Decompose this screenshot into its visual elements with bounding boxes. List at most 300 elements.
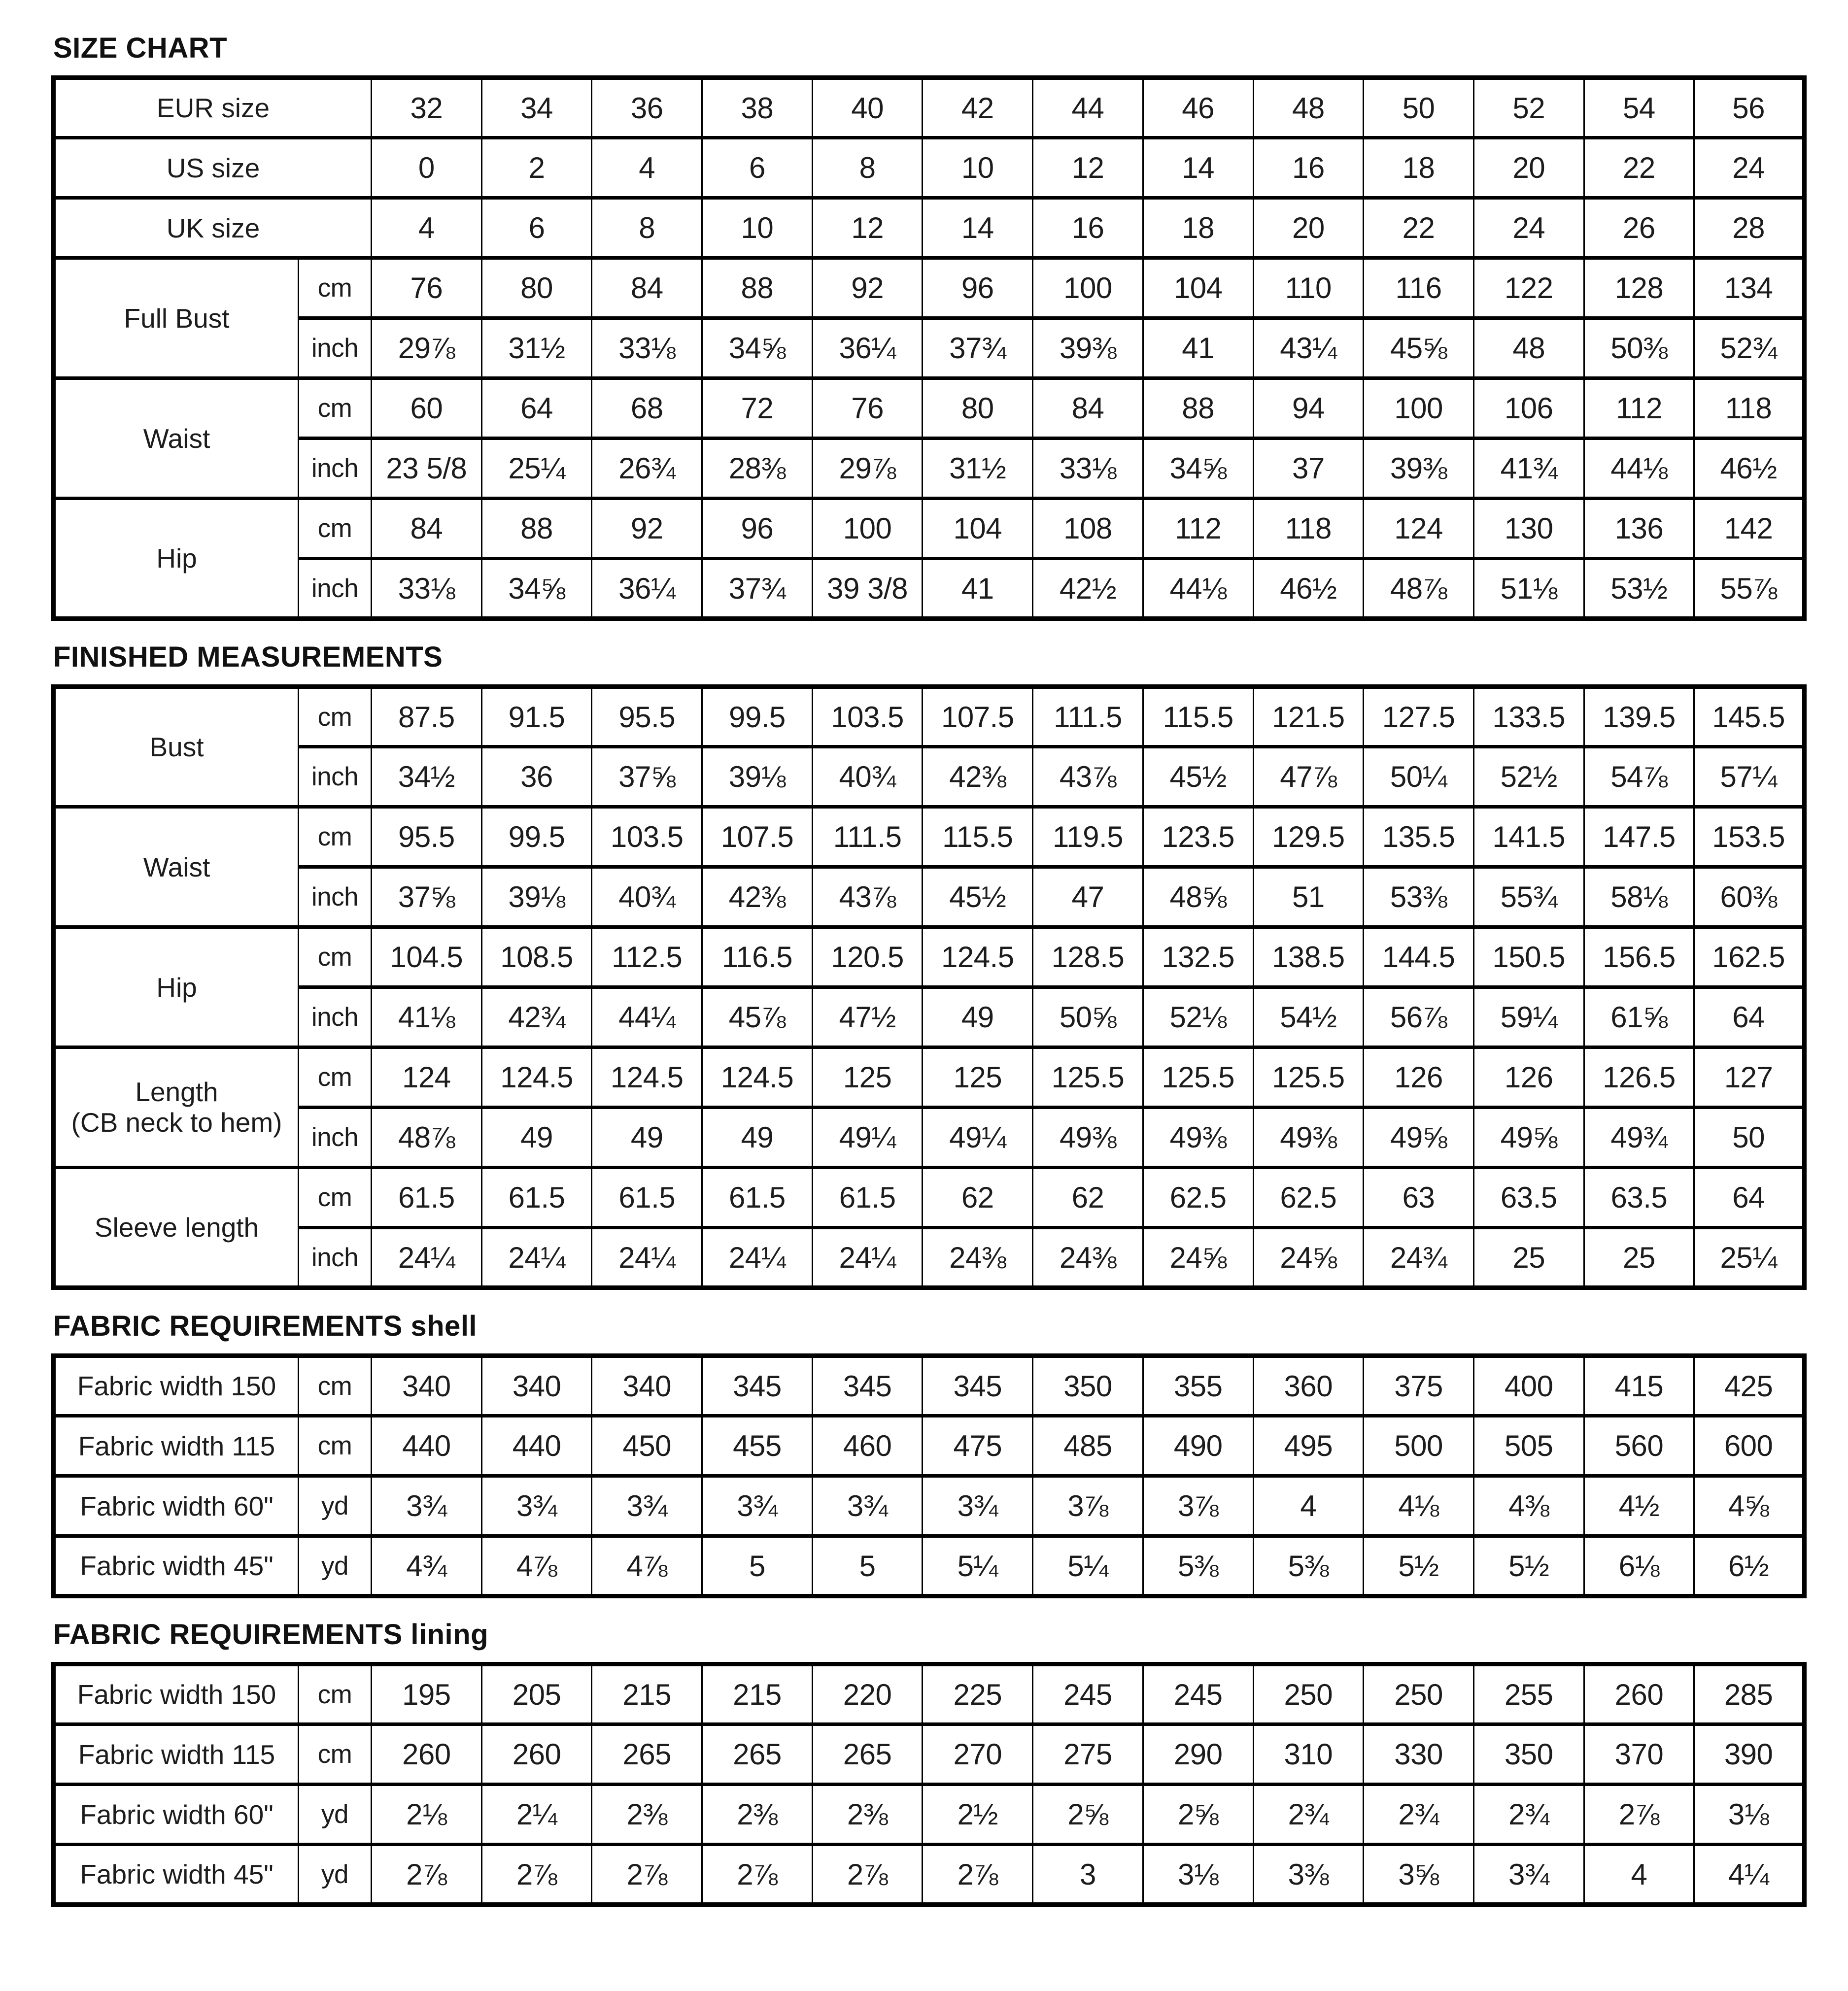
unit-label: cm [299,1664,372,1724]
value-cell: 52½ [1473,747,1584,807]
value-cell: 51 [1253,867,1364,927]
value-cell: 32 [372,78,482,138]
value-cell: 4⅞ [481,1536,592,1596]
value-cell: 124 [372,1047,482,1108]
value-cell: 40 [812,78,923,138]
value-cell: 25 [1473,1228,1584,1288]
value-cell: 215 [702,1664,813,1724]
table-row [54,138,1805,198]
value-cell: 84 [372,499,482,559]
row-label: Full Bust [54,258,299,378]
value-cell: 125 [812,1047,923,1108]
value-cell: 130 [1473,499,1584,559]
table-row [54,1416,1805,1476]
value-cell: 124.5 [702,1047,813,1108]
value-cell: 24⅜ [923,1228,1033,1288]
value-cell: 8 [592,198,702,258]
value-cell: 43¼ [1253,318,1364,378]
value-cell: 205 [481,1664,592,1724]
value-cell: 116.5 [702,927,813,987]
value-cell: 64 [1694,987,1805,1047]
table-row [54,867,1805,927]
value-cell: 3⅝ [1364,1845,1474,1905]
table-row [54,1356,1805,1416]
value-cell: 4¾ [372,1536,482,1596]
value-cell: 162.5 [1694,927,1805,987]
value-cell: 104 [923,499,1033,559]
value-cell: 55¾ [1473,867,1584,927]
value-cell: 80 [481,258,592,318]
value-cell: 22 [1364,198,1474,258]
value-cell: 24⅜ [1033,1228,1143,1288]
value-cell: 123.5 [1143,807,1253,867]
value-cell: 4⅝ [1694,1476,1805,1536]
value-cell: 63.5 [1473,1168,1584,1228]
value-cell: 128.5 [1033,927,1143,987]
value-cell: 3⅛ [1694,1785,1805,1845]
value-cell: 80 [923,378,1033,439]
value-cell: 18 [1143,198,1253,258]
value-cell: 2⅜ [702,1785,813,1845]
row-label: Fabric width 150 [54,1664,299,1724]
value-cell: 34⅝ [481,559,592,619]
value-cell: 4⅛ [1364,1476,1474,1536]
unit-label: yd [299,1536,372,1596]
value-cell: 20 [1473,138,1584,198]
value-cell: 63 [1364,1168,1474,1228]
value-cell: 31½ [923,439,1033,499]
unit-label: inch [299,987,372,1047]
value-cell: 24 [1694,138,1805,198]
value-cell: 3⅜ [1253,1845,1364,1905]
value-cell: 150.5 [1473,927,1584,987]
table-row [54,987,1805,1047]
value-cell: 5½ [1364,1536,1474,1596]
value-cell: 47½ [812,987,923,1047]
value-cell: 425 [1694,1356,1805,1416]
row-label: Length (CB neck to hem) [54,1047,299,1168]
value-cell: 54 [1584,78,1694,138]
value-cell: 24¼ [702,1228,813,1288]
row-label: Fabric width 60" [54,1476,299,1536]
value-cell: 33⅛ [372,559,482,619]
value-cell: 110 [1253,258,1364,318]
unit-label: inch [299,439,372,499]
value-cell: 127.5 [1364,687,1474,747]
value-cell: 500 [1364,1416,1474,1476]
value-cell: 5⅜ [1253,1536,1364,1596]
value-cell: 39⅜ [1033,318,1143,378]
table-row [54,258,1805,318]
value-cell: 40¾ [592,867,702,927]
value-cell: 25¼ [481,439,592,499]
fabric-requirements-shell-table [51,1353,1807,1598]
value-cell: 37⅝ [592,747,702,807]
table-row [54,747,1805,807]
value-cell: 2⅞ [1584,1785,1694,1845]
value-cell: 345 [812,1356,923,1416]
value-cell: 39 3/8 [812,559,923,619]
value-cell: 34½ [372,747,482,807]
value-cell: 220 [812,1664,923,1724]
value-cell: 100 [1033,258,1143,318]
value-cell: 50¼ [1364,747,1474,807]
value-cell: 345 [923,1356,1033,1416]
value-cell: 260 [481,1724,592,1785]
row-label: Bust [54,687,299,807]
value-cell: 54⅞ [1584,747,1694,807]
value-cell: 14 [923,198,1033,258]
value-cell: 44⅛ [1143,559,1253,619]
value-cell: 260 [372,1724,482,1785]
row-label: Fabric width 150 [54,1356,299,1416]
row-label: Hip [54,927,299,1047]
value-cell: 61.5 [812,1168,923,1228]
fabric-requirements-shell-title: FABRIC REQUIREMENTS shell [53,1310,478,1342]
value-cell: 126.5 [1584,1047,1694,1108]
value-cell: 58⅛ [1584,867,1694,927]
value-cell: 48 [1253,78,1364,138]
value-cell: 2¾ [1473,1785,1584,1845]
value-cell: 133.5 [1473,687,1584,747]
value-cell: 56 [1694,78,1805,138]
unit-label: inch [299,318,372,378]
value-cell: 125 [923,1047,1033,1108]
value-cell: 6 [481,198,592,258]
row-label: Fabric width 115 [54,1416,299,1476]
value-cell: 3¾ [372,1476,482,1536]
value-cell: 124.5 [923,927,1033,987]
value-cell: 144.5 [1364,927,1474,987]
value-cell: 375 [1364,1356,1474,1416]
table-row [54,1476,1805,1536]
value-cell: 119.5 [1033,807,1143,867]
value-cell: 125.5 [1033,1047,1143,1108]
table-row [54,318,1805,378]
value-cell: 64 [1694,1168,1805,1228]
value-cell: 103.5 [812,687,923,747]
value-cell: 505 [1473,1416,1584,1476]
table-row [54,927,1805,987]
value-cell: 118 [1694,378,1805,439]
table-row [54,198,1805,258]
unit-label: cm [299,1416,372,1476]
row-label: Fabric width 45" [54,1845,299,1905]
row-label: Fabric width 115 [54,1724,299,1785]
value-cell: 195 [372,1664,482,1724]
value-cell: 100 [812,499,923,559]
value-cell: 2¾ [1364,1785,1474,1845]
value-cell: 3¾ [923,1476,1033,1536]
value-cell: 485 [1033,1416,1143,1476]
value-cell: 33⅛ [592,318,702,378]
table-row [54,439,1805,499]
value-cell: 345 [702,1356,813,1416]
value-cell: 44 [1033,78,1143,138]
value-cell: 50⅝ [1033,987,1143,1047]
value-cell: 91.5 [481,687,592,747]
value-cell: 37¾ [702,559,813,619]
value-cell: 112 [1584,378,1694,439]
value-cell: 126 [1473,1047,1584,1108]
unit-label: inch [299,1228,372,1288]
unit-label: yd [299,1476,372,1536]
value-cell: 127 [1694,1047,1805,1108]
table-row [54,1536,1805,1596]
value-cell: 48⅞ [372,1108,482,1168]
value-cell: 135.5 [1364,807,1474,867]
table-row [54,1108,1805,1168]
value-cell: 138.5 [1253,927,1364,987]
value-cell: 108 [1033,499,1143,559]
value-cell: 124.5 [592,1047,702,1108]
value-cell: 50⅜ [1584,318,1694,378]
value-cell: 23 5/8 [372,439,482,499]
value-cell: 122 [1473,258,1584,318]
value-cell: 61⅝ [1584,987,1694,1047]
value-cell: 330 [1364,1724,1474,1785]
value-cell: 2¼ [481,1785,592,1845]
value-cell: 6⅛ [1584,1536,1694,1596]
value-cell: 270 [923,1724,1033,1785]
table-row [54,1785,1805,1845]
value-cell: 3¾ [702,1476,813,1536]
value-cell: 5 [702,1536,813,1596]
value-cell: 153.5 [1694,807,1805,867]
value-cell: 34⅝ [1143,439,1253,499]
value-cell: 52¾ [1694,318,1805,378]
finished-measurements-table [51,684,1807,1290]
value-cell: 25 [1584,1228,1694,1288]
value-cell: 5⅜ [1143,1536,1253,1596]
value-cell: 2⅛ [372,1785,482,1845]
table-row [54,687,1805,747]
value-cell: 28 [1694,198,1805,258]
value-cell: 126 [1364,1047,1474,1108]
value-cell: 5¼ [923,1536,1033,1596]
value-cell: 49⅝ [1473,1108,1584,1168]
finished-measurements-title: FINISHED MEASUREMENTS [53,641,443,673]
table-row [54,1168,1805,1228]
value-cell: 61.5 [481,1168,592,1228]
value-cell: 495 [1253,1416,1364,1476]
table-row [54,1228,1805,1288]
unit-label: inch [299,559,372,619]
value-cell: 116 [1364,258,1474,318]
value-cell: 63.5 [1584,1168,1694,1228]
row-label: Fabric width 60" [54,1785,299,1845]
value-cell: 107.5 [923,687,1033,747]
value-cell: 94 [1253,378,1364,439]
value-cell: 26 [1584,198,1694,258]
value-cell: 5¼ [1033,1536,1143,1596]
value-cell: 24⅝ [1253,1228,1364,1288]
value-cell: 36¼ [592,559,702,619]
value-cell: 600 [1694,1416,1805,1476]
value-cell: 40¾ [812,747,923,807]
table-row [54,499,1805,559]
value-cell: 245 [1033,1664,1143,1724]
value-cell: 61.5 [592,1168,702,1228]
value-cell: 115.5 [1143,687,1253,747]
value-cell: 2½ [923,1785,1033,1845]
value-cell: 16 [1253,138,1364,198]
value-cell: 61.5 [702,1168,813,1228]
value-cell: 139.5 [1584,687,1694,747]
value-cell: 88 [702,258,813,318]
value-cell: 47⅞ [1253,747,1364,807]
value-cell: 48 [1473,318,1584,378]
unit-label: inch [299,1108,372,1168]
value-cell: 49 [481,1108,592,1168]
value-cell: 20 [1253,198,1364,258]
value-cell: 25¼ [1694,1228,1805,1288]
value-cell: 129.5 [1253,807,1364,867]
value-cell: 108.5 [481,927,592,987]
value-cell: 290 [1143,1724,1253,1785]
value-cell: 215 [592,1664,702,1724]
value-cell: 49 [592,1108,702,1168]
value-cell: 42¾ [481,987,592,1047]
value-cell: 2⅜ [812,1785,923,1845]
value-cell: 128 [1584,258,1694,318]
value-cell: 56⅞ [1364,987,1474,1047]
value-cell: 52⅛ [1143,987,1253,1047]
value-cell: 355 [1143,1356,1253,1416]
value-cell: 440 [372,1416,482,1476]
value-cell: 24¼ [592,1228,702,1288]
value-cell: 49 [702,1108,813,1168]
value-cell: 134 [1694,258,1805,318]
value-cell: 55⅞ [1694,559,1805,619]
value-cell: 340 [372,1356,482,1416]
value-cell: 4 [372,198,482,258]
value-cell: 14 [1143,138,1253,198]
table-row [54,1724,1805,1785]
value-cell: 52 [1473,78,1584,138]
value-cell: 62 [923,1168,1033,1228]
value-cell: 490 [1143,1416,1253,1476]
value-cell: 31½ [481,318,592,378]
value-cell: 136 [1584,499,1694,559]
value-cell: 111.5 [1033,687,1143,747]
value-cell: 2⅞ [481,1845,592,1905]
value-cell: 360 [1253,1356,1364,1416]
value-cell: 340 [481,1356,592,1416]
fabric-requirements-lining-table [51,1662,1807,1907]
value-cell: 54½ [1253,987,1364,1047]
value-cell: 37 [1253,439,1364,499]
value-cell: 99.5 [702,687,813,747]
value-cell: 36 [481,747,592,807]
value-cell: 72 [702,378,813,439]
fabric-requirements-lining-title: FABRIC REQUIREMENTS lining [53,1619,488,1651]
table-row [54,1845,1805,1905]
value-cell: 53½ [1584,559,1694,619]
value-cell: 61.5 [372,1168,482,1228]
value-cell: 57¼ [1694,747,1805,807]
unit-label: cm [299,927,372,987]
value-cell: 4 [1584,1845,1694,1905]
value-cell: 415 [1584,1356,1694,1416]
value-cell: 24¼ [481,1228,592,1288]
value-cell: 48⅞ [1364,559,1474,619]
value-cell: 4⅞ [592,1536,702,1596]
value-cell: 4⅜ [1473,1476,1584,1536]
value-cell: 107.5 [702,807,813,867]
value-cell: 45½ [1143,747,1253,807]
value-cell: 265 [592,1724,702,1785]
value-cell: 132.5 [1143,927,1253,987]
value-cell: 53⅜ [1364,867,1474,927]
value-cell: 250 [1364,1664,1474,1724]
value-cell: 49¾ [1584,1108,1694,1168]
value-cell: 49⅝ [1364,1108,1474,1168]
value-cell: 38 [702,78,813,138]
value-cell: 156.5 [1584,927,1694,987]
value-cell: 43⅞ [812,867,923,927]
value-cell: 36 [592,78,702,138]
row-label: UK size [54,198,372,258]
value-cell: 112.5 [592,927,702,987]
value-cell: 10 [923,138,1033,198]
value-cell: 8 [812,138,923,198]
table-row [54,378,1805,439]
value-cell: 42⅜ [923,747,1033,807]
value-cell: 106 [1473,378,1584,439]
table-row [54,807,1805,867]
unit-label: yd [299,1845,372,1905]
value-cell: 120.5 [812,927,923,987]
value-cell: 62.5 [1253,1168,1364,1228]
value-cell: 125.5 [1143,1047,1253,1108]
value-cell: 28⅜ [702,439,813,499]
value-cell: 142 [1694,499,1805,559]
value-cell: 5 [812,1536,923,1596]
value-cell: 48⅝ [1143,867,1253,927]
value-cell: 87.5 [372,687,482,747]
unit-label: cm [299,1047,372,1108]
value-cell: 12 [1033,138,1143,198]
value-cell: 455 [702,1416,813,1476]
value-cell: 225 [923,1664,1033,1724]
value-cell: 460 [812,1416,923,1476]
value-cell: 4 [592,138,702,198]
size-chart-table [51,75,1807,621]
table-row [54,78,1805,138]
unit-label: cm [299,499,372,559]
value-cell: 76 [812,378,923,439]
value-cell: 99.5 [481,807,592,867]
value-cell: 350 [1033,1356,1143,1416]
value-cell: 33⅛ [1033,439,1143,499]
value-cell: 0 [372,138,482,198]
value-cell: 51⅛ [1473,559,1584,619]
table-row [54,1664,1805,1724]
value-cell: 3 [1033,1845,1143,1905]
value-cell: 47 [1033,867,1143,927]
value-cell: 64 [481,378,592,439]
value-cell: 265 [812,1724,923,1785]
value-cell: 12 [812,198,923,258]
unit-label: yd [299,1785,372,1845]
value-cell: 4½ [1584,1476,1694,1536]
value-cell: 68 [592,378,702,439]
value-cell: 124.5 [481,1047,592,1108]
value-cell: 50 [1694,1108,1805,1168]
value-cell: 49⅜ [1253,1108,1364,1168]
value-cell: 104 [1143,258,1253,318]
